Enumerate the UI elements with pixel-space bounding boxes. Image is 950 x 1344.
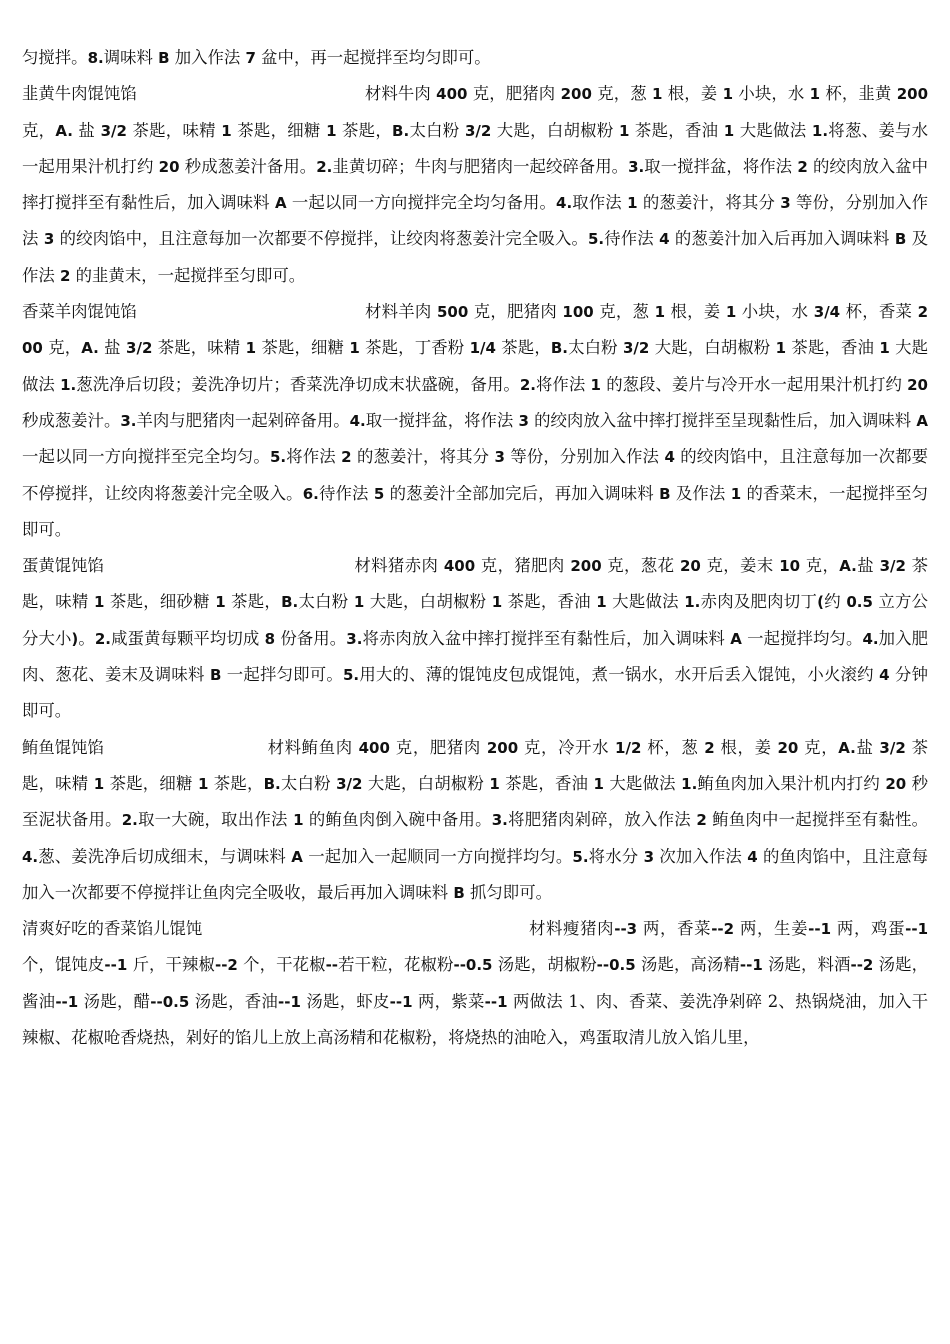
bold-run: A. [839, 557, 857, 576]
bold-run: B. [550, 339, 568, 358]
bold-run: 3 [643, 847, 654, 866]
bold-run: A [274, 194, 287, 213]
bold-run: 1 [221, 121, 232, 140]
paragraph-body: 匀搅拌。8.调味料 B 加入作法 7 盆中，再一起搅拌至均匀即可。 [22, 48, 491, 67]
bold-run: --1 [484, 992, 508, 1011]
bold-run: 1 [349, 339, 360, 358]
bold-run: 4. [22, 847, 39, 866]
bold-run: --1 [389, 992, 413, 1011]
bold-run: 3 [494, 448, 505, 467]
bold-run: 200 [570, 557, 602, 576]
bold-run: 1 [879, 339, 890, 358]
bold-run: 2 [696, 811, 707, 830]
bold-run: 1. [60, 375, 77, 394]
bold-run: 1 [652, 85, 663, 104]
bold-run: 3. [491, 811, 508, 830]
bold-run: 1 [627, 194, 638, 213]
bold-run: 1 [593, 774, 604, 793]
bold-run: 3/2 [623, 339, 650, 358]
bold-run: 400 [443, 557, 476, 576]
bold-run: 5. [572, 847, 589, 866]
bold-run: 1 [491, 593, 503, 612]
bold-run: 400 [358, 738, 390, 757]
bold-run: B. [281, 593, 299, 612]
recipe-title: 清爽好吃的香菜馅儿馄饨 [22, 919, 203, 939]
bold-run: 5 [373, 484, 385, 503]
bold-run: 2 [797, 157, 808, 176]
bold-run: B [894, 230, 907, 249]
bold-run: 3 [780, 194, 791, 213]
bold-run: --2 [214, 956, 238, 975]
bold-run: 5. [269, 448, 287, 467]
bold-run: B [453, 883, 465, 902]
bold-run: A [291, 847, 303, 866]
bold-run: 1 [489, 774, 500, 793]
bold-run: A [730, 629, 742, 648]
bold-run: 3 [43, 230, 55, 249]
bold-run: 20 [885, 774, 907, 793]
bold-run: 3/2 [336, 774, 363, 793]
bold-run: 1. [684, 593, 701, 612]
bold-run: 1 [590, 375, 601, 394]
bold-run: 1 [596, 593, 607, 612]
bold-run: 2. [94, 629, 111, 648]
bold-run: 8 [264, 629, 276, 648]
bold-run: 2 [341, 448, 352, 467]
bold-run: 200 [22, 303, 929, 358]
bold-run: ) [71, 629, 79, 648]
bold-run: --0.5 [596, 956, 636, 975]
paragraph-intro-tail [22, 40, 928, 76]
bold-run: B. [392, 121, 410, 140]
bold-run: 1 [619, 121, 630, 140]
bold-run: --0.5 [453, 956, 493, 975]
bold-run: 1. [681, 774, 698, 793]
bold-run: --1 [55, 992, 79, 1011]
recipe-title: 鲔鱼馄饨馅 [22, 737, 104, 757]
bold-run: 1 [197, 774, 209, 793]
bold-run: 20 [907, 375, 928, 394]
bold-run: 1. [811, 121, 829, 140]
bold-run: 4. [862, 629, 879, 648]
bold-run: 1 [215, 593, 226, 612]
bold-run: 3. [346, 629, 363, 648]
bold-run: 100 [562, 303, 594, 322]
bold-run: 7 [245, 49, 256, 67]
bold-run: 3 [518, 411, 529, 430]
bold-run: 3/2 [879, 738, 906, 757]
recipe-chive-beef [22, 76, 928, 294]
bold-run: 1 [654, 303, 666, 322]
bold-run: 1 [809, 85, 821, 104]
bold-run: 20 [679, 557, 701, 576]
bold-run: 400 [436, 85, 468, 104]
bold-run: 20 [158, 157, 180, 176]
bold-run: 4 [879, 666, 890, 685]
bold-run: 3/2 [879, 557, 906, 576]
bold-run: 1 [353, 593, 365, 612]
bold-run: 2. [316, 157, 333, 176]
recipe-body: 材料猪赤肉 400 克，猪肥肉 200 克，葱花 20 克，姜末 10 克，A.盐 3/2 茶匙，味精 1 茶匙，细砂糖 1 茶匙，B.太白粉 1 大匙，白胡椒粉 1 茶匙，香油 1 大匙做法 1.赤肉及肥肉切丁(约 0.5 立方公分大小)。2.咸蛋黄每颗平均切成 8 份备用。3.将赤肉放入盆中摔打搅拌至有黏性后，加入调味料 A 一起搅拌均匀。4.加入肥肉、葱花、姜末及调味料 B 一起拌匀即可。5.用大的、薄的馄饨皮包成馄饨，煮一锅水，水开后丢入馄饨，小火滚约 4 分钟即可。 [22, 556, 929, 721]
bold-run: 4 [747, 847, 758, 866]
bold-run: --1 [278, 992, 301, 1011]
recipe-cilantro-lamb [22, 294, 928, 548]
bold-run: 200 [560, 85, 592, 104]
recipe-body: 材料羊肉 500 克，肥猪肉 100 克，葱 1 根，姜 1 小块，水 3/4 杯，香菜 200 克，A. 盐 3/2 茶匙，味精 1 茶匙，细糖 1 茶匙，丁香粉 1/4 茶匙，B.太白粉 3/2 大匙，白胡椒粉 1 茶匙，香油 1 大匙做法 1.葱洗净后切段；姜洗净切片；香菜洗净切成末状盛碗，备用。2.将作法 1 的葱段、姜片与冷开水一起用果汁机打约 20 秒成葱姜汁。3.羊肉与肥猪肉一起剁碎备用。4.取一搅拌盆，将作法 3 的绞肉放入盆中摔打搅拌至呈现黏性后，加入调味料 A 一起以同一方向搅拌至完全均匀。5.将作法 2 的葱姜汁，将其分 3 等份，分别加入作法 4 的绞肉馅中，且注意每加一次都要不停搅拌，让绞肉将葱姜汁完全吸入。6.待作法 5 的葱姜汁全部加完后，再加入调味料 B 及作法 1 的香菜末，一起搅拌至匀即可。 [22, 302, 929, 539]
recipe-title: 韭黄牛肉馄饨馅 [22, 84, 137, 104]
recipe-title: 蛋黄馄饨馅 [22, 556, 104, 576]
bold-run: 1 [775, 339, 787, 358]
bold-run: 1 [725, 303, 737, 322]
bold-run: 2 [60, 266, 71, 285]
recipe-body: 材料瘦猪肉--3 两，香菜--2 两，生姜--1 两，鸡蛋--1 个，馄饨皮--1 斤，干辣椒--2 个，干花椒--若干粒，花椒粉--0.5 汤匙，胡椒粉--0.5 汤匙，高汤精--1 汤匙，料酒--2 汤匙，酱油--1 汤匙，醋--0.5 汤匙，香油--1 汤匙，虾皮--1 两，紫菜--1 两做法 1、肉、香菜、姜洗净剁碎 2、热锅烧油，加入干辣椒、花椒呛香烧热，剁好的馅儿上放上高汤精和花椒粉，将烧热的油呛入，鸡蛋取清儿放入馅儿里， [22, 919, 929, 1048]
bold-run: --2 [850, 956, 874, 975]
bold-run: --1 [808, 920, 832, 939]
bold-run: 2 [704, 738, 715, 757]
bold-run: 4 [659, 230, 670, 249]
bold-run: 1 [723, 121, 735, 140]
bold-run: 1 [326, 121, 337, 140]
bold-run: 1 [730, 484, 742, 503]
bold-run: 8. [87, 49, 104, 67]
recipe-tuna [22, 730, 928, 911]
bold-run: B [659, 484, 671, 503]
recipe-egg-yolk [22, 548, 928, 729]
recipe-title: 香菜羊肉馄饨馅 [22, 302, 137, 322]
bold-run: 2. [519, 375, 536, 394]
bold-run: 1 [93, 774, 105, 793]
bold-run: 200 [896, 85, 929, 104]
bold-run: B [158, 49, 170, 67]
bold-run: 3. [120, 411, 137, 430]
bold-run: 10 [779, 557, 801, 576]
recipe-body: 材料鲔鱼肉 400 克，肥猪肉 200 克，冷开水 1/2 杯，葱 2 根，姜 20 克，A.盐 3/2 茶匙，味精 1 茶匙，细糖 1 茶匙，B.太白粉 3/2 大匙，白胡椒粉 1 茶匙，香油 1 大匙做法 1.鲔鱼肉加入果汁机内打约 20 秒至泥状备用。2.取一大碗，取出作法 1 的鲔鱼肉倒入碗中备用。3.将肥猪肉剁碎，放入作法 2 鲔鱼肉中一起搅拌至有黏性。4.葱、姜洗净后切成细末，与调味料 A 一起加入一起顺同一方向搅拌均匀。5.将水分 3 次加入作法 4 的鱼肉馅中，且注意每加入一次都要不停搅拌让鱼肉完全吸收，最后再加入调味料 B 抓匀即可。 [22, 737, 929, 902]
bold-run: 5. [342, 666, 360, 685]
bold-run: 200 [486, 738, 519, 757]
bold-run: 1 [293, 811, 304, 830]
bold-run: A. [81, 339, 99, 358]
bold-run: 2. [121, 811, 138, 830]
bold-run: -- [325, 956, 339, 975]
bold-run: 0.5 [846, 593, 873, 612]
bold-run: 1 [245, 339, 257, 358]
bold-run: 3/2 [126, 339, 153, 358]
bold-run: ( [817, 593, 824, 612]
bold-run: 6. [302, 484, 319, 503]
bold-run: 5. [587, 230, 605, 249]
bold-run: A. [838, 738, 856, 757]
bold-run: --1 [739, 956, 763, 975]
bold-run: 1 [94, 593, 105, 612]
bold-run: 3/2 [464, 121, 492, 140]
recipe-cilantro-refreshing [22, 911, 928, 1056]
bold-run: --0.5 [150, 992, 190, 1011]
bold-run: --1 [905, 920, 929, 939]
bold-run: 4 [664, 448, 675, 467]
bold-run: 20 [777, 738, 799, 757]
bold-run: --1 [104, 956, 128, 975]
bold-run: 3/4 [813, 303, 841, 322]
bold-run: 3. [628, 157, 645, 176]
bold-run: B. [263, 774, 281, 793]
bold-run: --2 [711, 920, 735, 939]
bold-run: A [916, 411, 928, 430]
bold-run: 4. [556, 194, 573, 213]
bold-run: 1/2 [615, 738, 642, 757]
bold-run: --3 [614, 920, 638, 939]
recipe-body: 材料牛肉 400 克，肥猪肉 200 克，葱 1 根，姜 1 小块，水 1 杯，韭黄 200 克，A. 盐 3/2 茶匙，味精 1 茶匙，细糖 1 茶匙，B.太白粉 3/2 大匙，白胡椒粉 1 茶匙，香油 1 大匙做法 1.将葱、姜与水一起用果汁机打约 20 秒成葱姜汁备用。2.韭黄切碎；牛肉与肥猪肉一起绞碎备用。3.取一搅拌盆，将作法 2 的绞肉放入盆中摔打搅拌至有黏性后，加入调味料 A 一起以同一方向搅拌完全均匀备用。4.取作法 1 的葱姜汁，将其分 3 等份，分别加入作法 3 的绞肉馅中，且注意每加一次都要不停搅拌，让绞肉将葱姜汁完全吸入。5.待作法 4 的葱姜汁加入后再加入调味料 B 及作法 2 的韭黄末，一起搅拌至匀即可。 [22, 84, 929, 285]
bold-run: B [209, 666, 222, 685]
bold-run: A. [55, 121, 73, 140]
bold-run: 4. [349, 411, 366, 430]
bold-run: 3/2 [100, 121, 127, 140]
bold-run: 1 [722, 85, 734, 104]
bold-run: 1/4 [469, 339, 496, 358]
bold-run: 500 [437, 303, 469, 322]
